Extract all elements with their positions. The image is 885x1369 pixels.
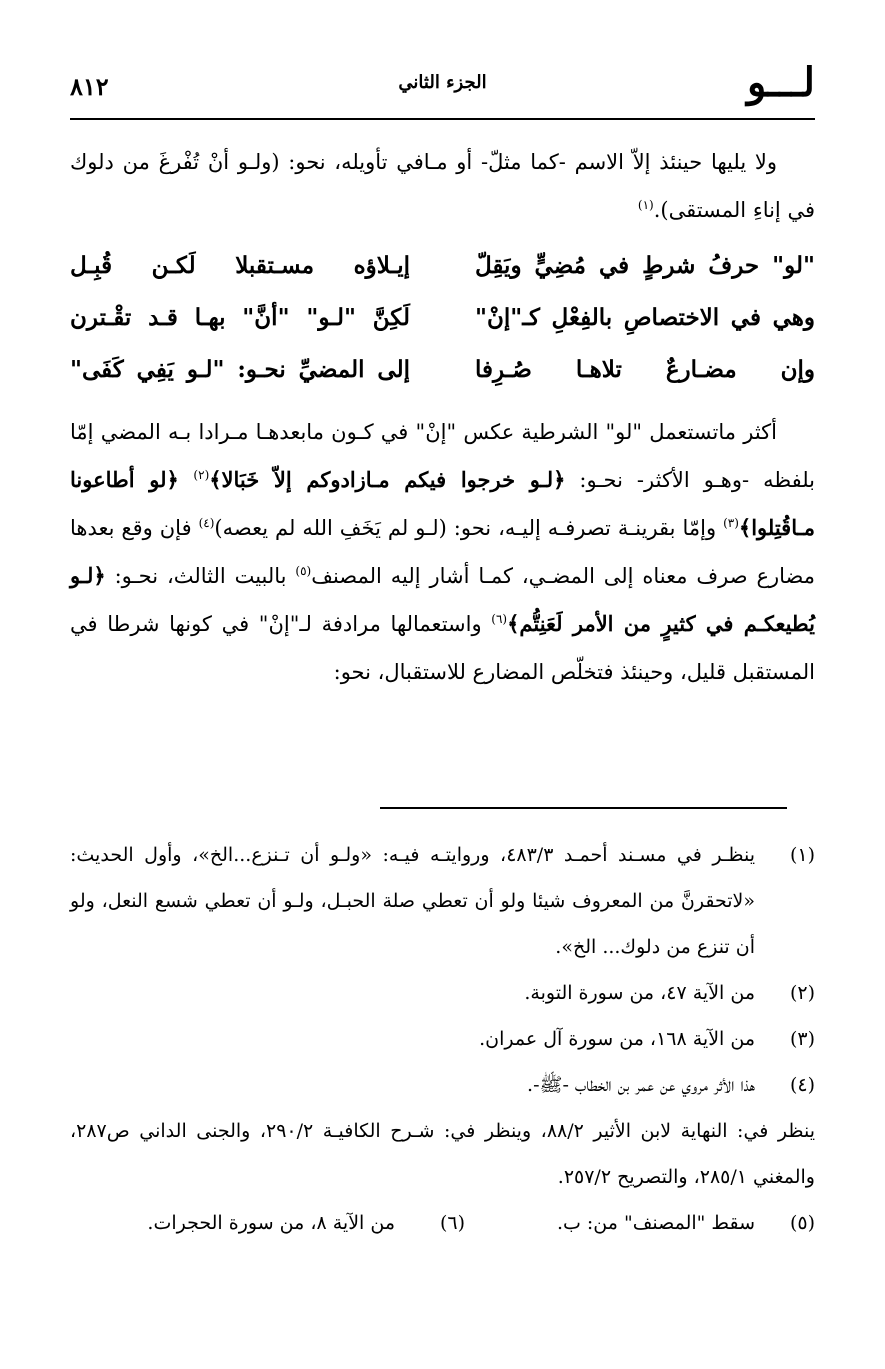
quran-quote: ﴿لـو خرجوا فيكم مـازادوكم إلاّ خَبَالا﴾ <box>209 467 566 492</box>
page-header <box>70 58 815 110</box>
footnotes <box>70 832 815 1246</box>
verse-hemistich-right: وإن مضـارعٌ تلاهـا صُـرِفا <box>475 356 815 383</box>
verse-line-1 <box>70 240 815 292</box>
footnote-separator <box>380 807 787 809</box>
footnote-number: (٢) <box>789 982 815 1004</box>
footnote-text: هذا الأثر مروي عن عمر بن الخطاب -ﷺ-. <box>527 1074 755 1096</box>
footnote-3 <box>70 1016 815 1062</box>
explanation-text: واستعمالها مرادفة لـ"إنْ" في كونها شرطا في المستقبل قليل، وحينئذ فتخلّص المضارع للاستقبال، نحو: <box>70 612 815 684</box>
footnote-ref-5: (٥) <box>295 564 312 578</box>
explanation-text: فإن وقع بعدها مضارع صرف معناه إلى المضـي، كمـا أشار إليه المصنف <box>70 516 815 588</box>
explanation-text: أكثر ماتستعمل "لو" الشرطية عكس "إنْ" في كـون مابعدهـا مـرادا بـه المضي إمّا بلفظه -وهـو الأكثر- نحـو: <box>70 420 815 492</box>
footnote-ref-3: (٣) <box>723 516 739 530</box>
paragraph-intro-text: ولا يليها حينئذ إلاّ الاسم -كما مثلّ- أو مـافي تأويله، نحو: (ولـو أنْ تُفْرغَ من دلوك في إناءِ المستقى). <box>70 150 815 222</box>
footnote-text: ينظـر في مسـند أحمـد ٤٨٣/٣، وروايتـه فيـه: «ولـو أن تـنزع...الخ»، وأول الحديث: «لاتحقرنَّ من المعروف شيئا ولو أن تعطي صلة الحبـل، ولـو أن تعطي شسع النعل، ولو أن تنزع من دلوك... الخ». <box>70 844 755 958</box>
footnote-ref-4: (٤) <box>198 516 215 530</box>
verse-hemistich-right: "لو" حرفُ شرطٍ في مُضِيٍّ ويَقِلّ <box>475 252 815 279</box>
footnote-ref-6: (٦) <box>491 612 508 626</box>
verse-hemistich-right: وهي في الاختصاصِ بالفِعْلِ كـ"إنْ" <box>475 304 815 331</box>
verse-block <box>70 240 815 396</box>
footnote-text: ينظر في: النهاية لابن الأثير ٨٨/٢، وينظر في: شـرح الكافيـة ٢٩٠/٢، والجنى الداني ص٢٨٧، والمغني ٢٨٥/١، والتصريح ٢٥٧/٢. <box>70 1120 815 1188</box>
footnote-number: (٦) <box>439 1212 465 1234</box>
footnote-text: من الآية ١٦٨، من سورة آل عمران. <box>479 1028 755 1050</box>
verse-line-2 <box>70 292 815 344</box>
footnote-1 <box>70 832 815 970</box>
quran-quote: ﴿لو أطاعونا مـاقُتِلوا﴾ <box>70 467 816 540</box>
footnote-number: (٥) <box>789 1212 815 1234</box>
footnote-text: من الآية ٤٧، من سورة التوبة. <box>524 982 755 1004</box>
quran-quote: ﴿لـو يُطيعكـم في كثيرٍ من الأمر لَعَنِتُّم﴾ <box>70 563 815 636</box>
verse-hemistich-left: لَكِنَّ "لـو" "أنَّ" بهـا قـد تقْـترن <box>70 304 410 331</box>
explanation-text: وإمّا بقرينـة تصرفـه إليـه، نحو: (لـو لم يَخَفِ الله لم يعصه) <box>214 516 724 540</box>
footnote-number: (١) <box>789 844 815 866</box>
footnote-4-continuation <box>70 1108 815 1200</box>
footnotes-5-6 <box>70 1200 815 1246</box>
footnote-2 <box>70 970 815 1016</box>
footnote-text: من الآية ٨، من سورة الحجرات. <box>147 1212 395 1234</box>
footnote-number: (٣) <box>789 1028 815 1050</box>
verse-line-3 <box>70 344 815 396</box>
footnote-text: سقط "المصنف" من: ب. <box>556 1212 755 1234</box>
header-entry-word: لـــو <box>746 59 815 106</box>
paragraph-intro <box>70 138 815 234</box>
footnote-4 <box>70 1062 815 1108</box>
header-volume-title: الجزء الثاني <box>398 72 487 93</box>
explanation-text: بالبيت الثالث، نحـو: <box>105 564 296 588</box>
footnote-ref-2: (٢) <box>193 468 210 482</box>
page-number: ٨١٢ <box>70 72 109 101</box>
footnote-ref-1: (١) <box>637 198 654 212</box>
footnote-number: (٤) <box>789 1074 815 1096</box>
verse-hemistich-left: إلى المضيِّ نحـو: "لـو يَفِي كَفَى" <box>70 356 410 383</box>
paragraph-explanation <box>70 408 815 696</box>
verse-hemistich-left: إيـلاؤه مسـتقبلا لَكـن قُبِـل <box>70 252 410 279</box>
header-rule <box>70 118 815 120</box>
